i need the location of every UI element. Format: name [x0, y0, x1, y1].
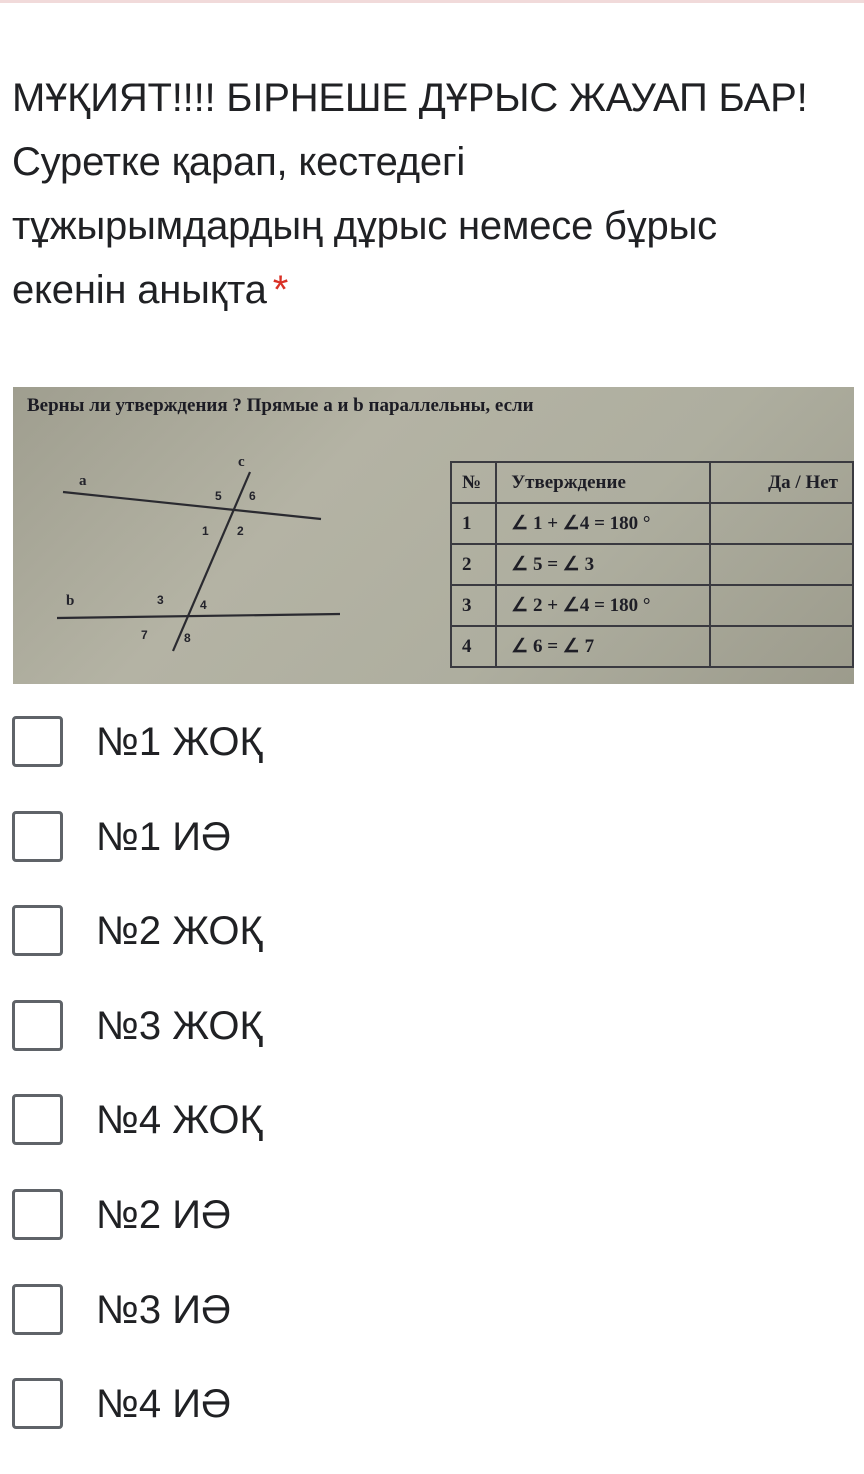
table-cell-num: 1 [451, 503, 496, 544]
checkbox[interactable] [12, 1378, 63, 1429]
table-cell-statement: ∠ 5 = ∠ 3 [496, 544, 709, 585]
checkbox[interactable] [12, 905, 63, 956]
question-image [13, 387, 854, 684]
label-angle-5: 5 [215, 489, 222, 503]
line-a [63, 492, 321, 519]
statements-table [450, 461, 854, 668]
option-item[interactable] [12, 1094, 852, 1189]
top-accent-line [0, 0, 864, 3]
label-angle-7: 7 [141, 628, 148, 642]
option-item[interactable] [12, 716, 852, 811]
label-angle-1: 1 [202, 524, 209, 538]
option-label[interactable]: №1 ЖОҚ [96, 720, 263, 764]
table-cell-answer [710, 503, 853, 544]
checkbox[interactable] [12, 1094, 63, 1145]
option-item[interactable] [12, 1284, 852, 1379]
question-line [12, 258, 852, 322]
label-angle-4: 4 [200, 598, 207, 612]
label-line-c: c [238, 454, 245, 470]
option-item[interactable] [12, 905, 852, 1000]
option-label[interactable]: №3 ЖОҚ [96, 1003, 263, 1048]
question-title [12, 66, 852, 322]
checkbox[interactable] [12, 1189, 63, 1240]
table-row [451, 503, 853, 544]
question-line: тұжырымдардың дұрыс немесе бұрыс [12, 204, 717, 248]
table-cell-num: 4 [451, 626, 496, 667]
option-item[interactable] [12, 811, 852, 906]
table-row [451, 626, 853, 667]
option-label[interactable]: №2 ИӘ [96, 1192, 232, 1237]
table-cell-num: 3 [451, 585, 496, 626]
line-b [57, 614, 340, 618]
checkbox-options [12, 716, 852, 1473]
label-line-b: b [66, 593, 75, 609]
label-angle-3: 3 [157, 593, 164, 607]
label-angle-6: 6 [249, 489, 256, 503]
table-cell-num: 2 [451, 544, 496, 585]
line-c [173, 472, 250, 651]
option-item[interactable] [12, 1000, 852, 1095]
checkbox[interactable] [12, 1000, 63, 1051]
checkbox[interactable] [12, 1284, 63, 1335]
option-label[interactable]: №4 ЖОҚ [96, 1098, 263, 1143]
table-row [451, 544, 853, 585]
table-cell-statement: ∠ 2 + ∠4 = 180 ° [496, 585, 709, 626]
table-cell-statement: ∠ 1 + ∠4 = 180 ° [496, 503, 709, 544]
question-line-text: екенін анықта [12, 268, 267, 312]
required-asterisk: * [272, 268, 289, 312]
table-header: Утверждение [496, 462, 709, 503]
table-header: Да / Нет [710, 462, 853, 503]
label-line-a: a [79, 473, 87, 489]
option-label[interactable]: №3 ИӘ [96, 1287, 232, 1332]
image-heading: Верны ли утверждения ? Прямые a и b параллельны, если [27, 395, 534, 416]
option-label[interactable]: №4 ИӘ [96, 1382, 232, 1427]
option-label[interactable]: №2 ЖОҚ [96, 909, 263, 954]
option-item[interactable] [12, 1378, 852, 1473]
label-angle-2: 2 [237, 524, 244, 538]
table-row [451, 585, 853, 626]
question-line: Суретке қарап, кестедегі [12, 140, 466, 184]
table-header: № [451, 462, 496, 503]
option-item[interactable] [12, 1189, 852, 1284]
table-cell-answer [710, 626, 853, 667]
table-header-row [451, 462, 853, 503]
checkbox[interactable] [12, 716, 63, 767]
checkbox[interactable] [12, 811, 63, 862]
table-cell-statement: ∠ 6 = ∠ 7 [496, 626, 709, 667]
table-cell-answer [710, 544, 853, 585]
label-angle-8: 8 [184, 631, 191, 645]
option-label[interactable]: №1 ИӘ [96, 814, 232, 859]
question-line: МҰҚИЯТ!!!! БІРНЕШЕ ДҰРЫС ЖАУАП БАР! [12, 76, 808, 120]
table-cell-answer [710, 585, 853, 626]
